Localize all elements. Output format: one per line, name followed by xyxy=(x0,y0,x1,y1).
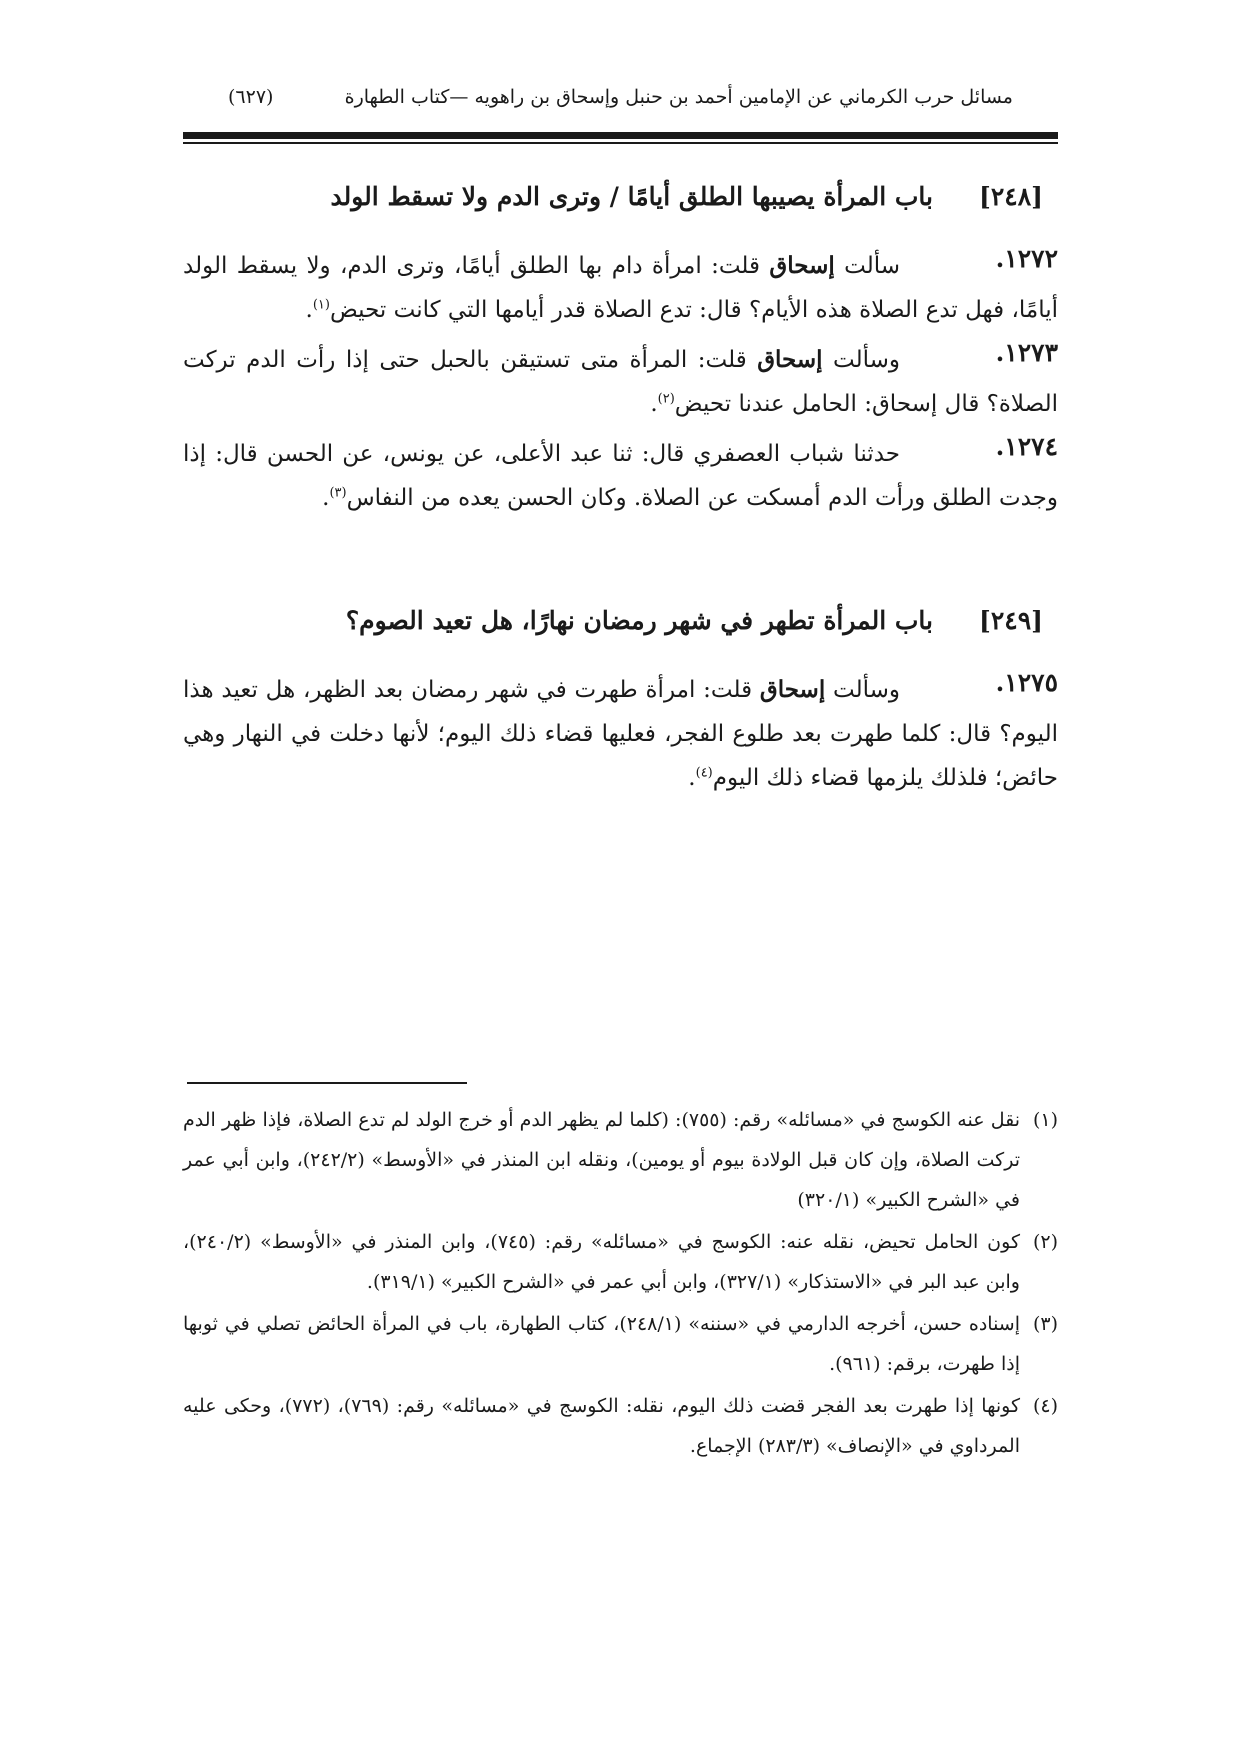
header-rule-thick xyxy=(183,132,1058,139)
page-number: (٦٢٧) xyxy=(228,86,274,108)
scholar-name: إسحاق xyxy=(769,252,835,279)
footnote-1 xyxy=(183,1100,1058,1220)
footnote-ref: (٢) xyxy=(657,391,675,407)
item-number: ١٢٧٢. xyxy=(995,244,1058,273)
scholar-name: إسحاق xyxy=(757,346,823,373)
footnote-text: كونها إذا طهرت بعد الفجر قضت ذلك اليوم، نقله: الكوسج في «مسائله» رقم: (٧٦٩)، (٧٧٢)، وحكى عليه المرداوي في «الإنصاف» (٢٨٣/٣) الإجماع. xyxy=(183,1395,1021,1457)
narration-item-1274 xyxy=(183,432,1058,520)
question-item-1272 xyxy=(183,244,1058,332)
footnote-2 xyxy=(183,1222,1058,1302)
chapter-number: [٢٤٨] xyxy=(979,182,1043,211)
item-number: ١٢٧٥. xyxy=(995,668,1058,697)
footnote-3 xyxy=(183,1304,1058,1384)
footnote-number: (٤) xyxy=(1032,1395,1058,1417)
item-number: ١٢٧٣. xyxy=(995,338,1058,367)
footnote-ref: (١) xyxy=(312,297,330,313)
item-text: وسألت إسحاق قلت: المرأة متى تستيقن بالحبل حتى إذا رأت الدم تركت الصلاة؟ قال إسحاق: الحامل عندنا تحيض$^{(٢)}$. xyxy=(183,346,1058,417)
footnote-text: إسناده حسن، أخرجه الدارمي في «سننه» (٢٤٨/١)، كتاب الطهارة، باب في المرأة الحائض تصلي في ثوبها إذا طهرت، برقم: (٩٦١). xyxy=(183,1313,1020,1375)
scholar-name: إسحاق xyxy=(759,676,826,703)
item-text: سألت إسحاق قلت: امرأة دام بها الطلق أيامًا، وترى الدم، ولا يسقط الولد أيامًا، فهل تدع الصلاة هذه الأيام؟ قال: تدع الصلاة قدر أيامها التي كانت تحيض$^{(١)}$. xyxy=(183,252,1058,323)
chapter-title: باب المرأة تطهر في شهر رمضان نهارًا، هل تعيد الصوم؟ xyxy=(345,606,933,635)
running-header xyxy=(228,86,1013,126)
footnote-ref: (٤) xyxy=(695,765,713,781)
footnote-ref: (٣) xyxy=(329,485,347,501)
header-rule-thin xyxy=(183,142,1058,144)
footnote-number: (٢) xyxy=(1032,1231,1058,1253)
footnote-4 xyxy=(183,1386,1058,1466)
item-text: وسألت إسحاق قلت: امرأة طهرت في شهر رمضان بعد الظهر، هل تعيد هذا اليوم؟ قال: كلما طهرت بعد طلوع الفجر، فعليها قضاء ذلك اليوم؛ لأنها دخلت في النهار وهي حائض؛ فلذلك يلزمها قضاء ذلك اليوم$^{(٤)}$. xyxy=(183,676,1058,791)
chapter-number: [٢٤٩] xyxy=(979,606,1043,635)
footnote-number: (١) xyxy=(1032,1109,1058,1131)
question-item-1273 xyxy=(183,338,1058,426)
chapter-heading-248 xyxy=(199,182,1043,232)
running-title: مسائل حرب الكرماني عن الإمامين أحمد بن حنبل وإسحاق بن راهويه —كتاب الطهارة xyxy=(344,86,1013,108)
chapter-title: باب المرأة يصيبها الطلق أيامًا / وترى الدم ولا تسقط الولد xyxy=(330,182,933,211)
question-item-1275 xyxy=(183,668,1058,800)
footnote-number: (٣) xyxy=(1032,1313,1058,1335)
footnote-separator xyxy=(187,1082,467,1084)
footnote-text: نقل عنه الكوسج في «مسائله» رقم: (٧٥٥): (كلما لم يظهر الدم أو خرج الولد لم تدع الصلاة، فإذا ظهر الدم تركت الصلاة، وإن كان قبل الولادة بيوم أو يومين)، ونقله ابن المنذر في «الأوسط» (٢٤٢/٢)، وابن أبي عمر في «الشرح الكبير» (٣٢٠/١) xyxy=(183,1109,1021,1211)
item-number: ١٢٧٤. xyxy=(995,432,1058,461)
item-text: حدثنا شباب العصفري قال: ثنا عبد الأعلى، عن يونس، عن الحسن قال: إذا وجدت الطلق ورأت الدم أمسكت عن الصلاة. وكان الحسن يعده من النفاس$^{(٣)}$. xyxy=(183,441,1058,511)
chapter-heading-249 xyxy=(199,606,1043,656)
footnotes xyxy=(183,1100,1058,1468)
footnote-text: كون الحامل تحيض، نقله عنه: الكوسج في «مسائله» رقم: (٧٤٥)، وابن المنذر في «الأوسط» (٢٤٠/٢)، وابن عبد البر في «الاستذكار» (٣٢٧/١)، وابن أبي عمر في «الشرح الكبير» (٣١٩/١). xyxy=(183,1231,1020,1293)
